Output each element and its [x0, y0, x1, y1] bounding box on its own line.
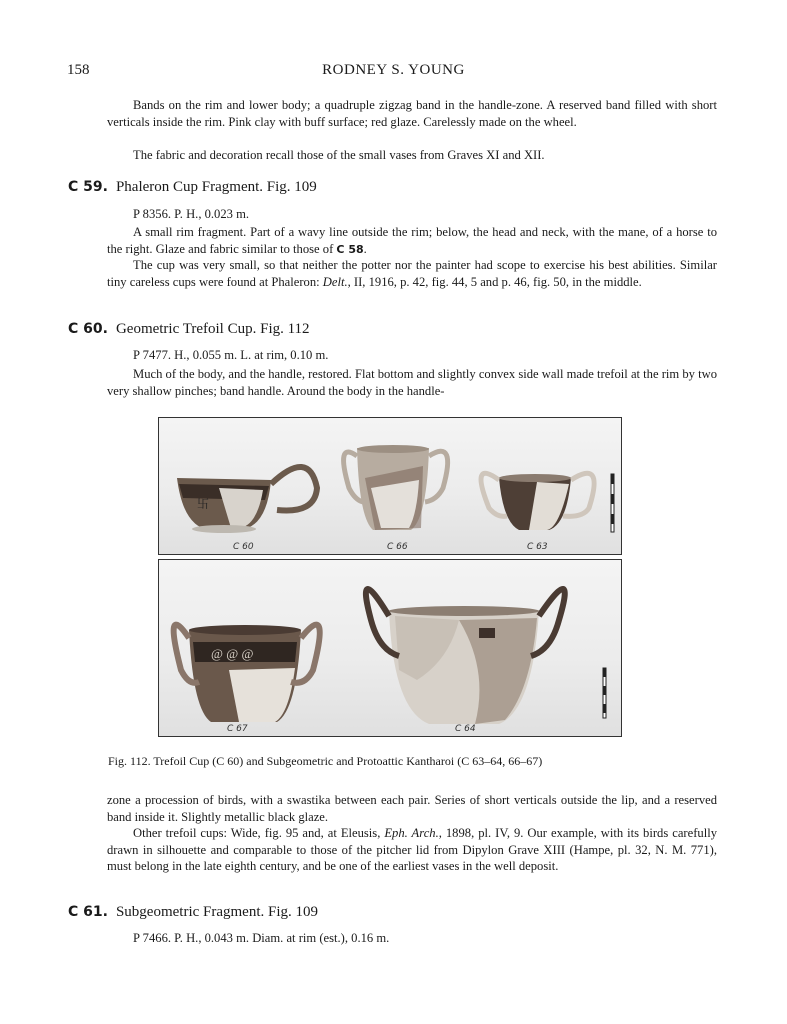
entry-c59-paragraph-1: [107, 224, 717, 258]
figure-photo-bottom: [158, 559, 622, 737]
entry-c60-paragraph-3: [107, 825, 717, 875]
cup-c64-image: [366, 589, 565, 724]
entry-number: C 60.: [68, 321, 108, 337]
text-run: Other trefoil cups: Wide, fig. 95 and, at Eleusis,: [133, 826, 385, 840]
entry-heading-c59: [68, 179, 317, 196]
text-run: , II, 1916, p. 42, fig. 44, 5 and p. 46, fig. 50, in the middle.: [347, 274, 642, 289]
entry-c60-paragraph-1: Much of the body, and the handle, restored. Flat bottom and slightly convex side wall made trefoil at the rim by two very shallow pinches; band handle. Around the body in the handle-: [107, 367, 717, 398]
entry-c60-paragraph-2: zone a procession of birds, with a swastika between each pair. Series of short verticals outside the lip, and a reserved band inside it. Slightly metallic black glaze.: [107, 793, 717, 824]
intro-paragraph-1: Bands on the rim and lower body; a quadruple zigzag band in the handle-zone. A reserved band filled with short verticals inside the rim. Pink clay with buff surface; red glaze. Carelessly made on the wheel.: [107, 98, 717, 129]
photo-label-c67: C 67: [227, 724, 248, 734]
cup-c67-image: [174, 625, 320, 722]
pottery-photo-top: [159, 418, 621, 554]
svg-text:卐: 卐: [197, 497, 210, 511]
entry-heading-c61: [68, 904, 318, 921]
entry-heading-c60: [68, 321, 310, 338]
pottery-photo-bottom: [159, 560, 621, 736]
figure-photo-top: [158, 417, 622, 555]
figure-number: Fig. 112.: [108, 754, 151, 768]
figure-caption: [108, 754, 542, 769]
journal-abbrev: Eph. Arch.: [384, 826, 439, 840]
entry-title: Phaleron Cup Fragment. Fig. 109: [115, 179, 317, 195]
cup-c60-image: [177, 467, 317, 533]
cup-c66-image: [344, 445, 448, 530]
page-number: 158: [67, 62, 90, 78]
entry-measure-c59: P 8356. P. H., 0.023 m.: [133, 207, 250, 221]
cross-reference: C 58: [336, 242, 364, 256]
text-run: , 1898, pl. IV, 9. Our example, with its birds carefully drawn in silhouette and comparable to those of the pitcher lid from Dipylon Grave XIII (Hampe, pl. 32, N. M. 771), must belong in the late eighth century, and be one of the earliest vases in the well deposit.: [107, 826, 717, 874]
entry-number: C 59.: [68, 179, 108, 195]
entry-measure-c60: P 7477. H., 0.055 m. L. at rim, 0.10 m.: [133, 348, 329, 362]
photo-label-c66: C 66: [387, 542, 408, 552]
running-title: RODNEY S. YOUNG: [322, 62, 465, 78]
entry-title: Subgeometric Fragment. Fig. 109: [115, 904, 319, 920]
scale-bar: [611, 474, 614, 532]
intro-paragraph-2: The fabric and decoration recall those of the small vases from Graves XI and XII.: [133, 148, 545, 162]
text-run: A small rim fragment. Part of a wavy line outside the rim; below, the head and neck, with the mane, of a horse to the right. Glaze and fabric similar to those of: [107, 225, 717, 256]
journal-abbrev: Delt.: [322, 274, 348, 289]
entry-measure-c61: P 7466. P. H., 0.043 m. Diam. at rim (est.), 0.16 m.: [133, 931, 390, 945]
text-run: The cup was very small, so that neither the potter nor the painter had scope to exercise his best abilities. Similar tiny careless cups were found at Phaleron:: [107, 258, 717, 289]
svg-text:@ @ @: @ @ @: [211, 646, 254, 661]
cup-c63-image: [481, 473, 594, 530]
text-run: .: [363, 241, 367, 256]
entry-number: C 61.: [68, 904, 108, 920]
entry-title: Geometric Trefoil Cup. Fig. 112: [115, 321, 310, 337]
entry-c59-paragraph-2: [107, 257, 717, 290]
figure-caption-text: Trefoil Cup (C 60) and Subgeometric and Protoattic Kantharoi (C 63–64, 66–67): [153, 754, 543, 768]
scale-bar: [603, 668, 606, 718]
photo-label-c63: C 63: [527, 542, 548, 552]
photo-label-c64: C 64: [455, 724, 476, 734]
photo-label-c60: C 60: [233, 542, 254, 552]
